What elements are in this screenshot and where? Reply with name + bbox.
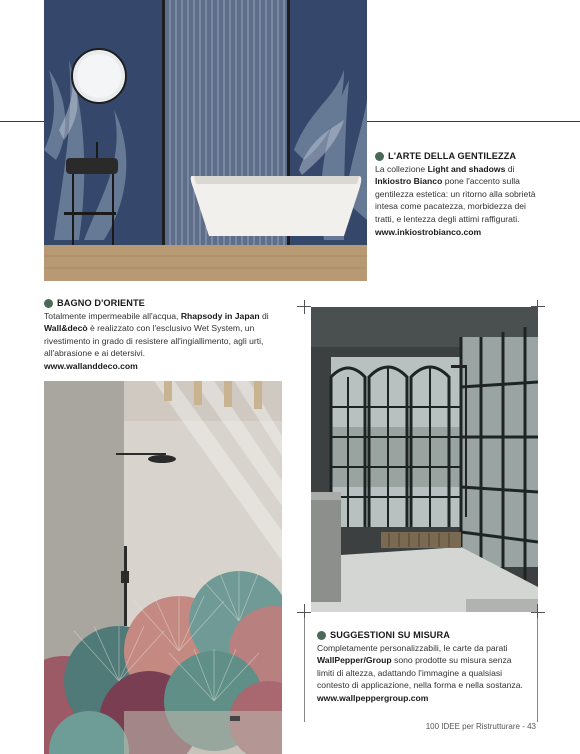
crop-mark bbox=[537, 604, 538, 618]
caption-body: Totalmente impermeabile all'acqua, Rhapsody in Japan di Wall&decò è realizzato con l'esclusivo Wet System, un rivestimento in grado di resistere all'ingiallimento, agli urti, all'abrasione e ai detersivi. bbox=[44, 310, 269, 359]
crop-mark bbox=[531, 306, 545, 307]
crop-mark bbox=[297, 612, 311, 613]
photo-wallpepper-shower bbox=[311, 307, 538, 612]
horizontal-rule-top bbox=[0, 121, 44, 122]
caption-title: L'ARTE DELLA GENTILEZZA bbox=[375, 150, 545, 163]
caption-arte-della-gentilezza bbox=[375, 150, 545, 238]
bullet-dot-icon bbox=[44, 299, 53, 308]
caption-suggestioni-su-misura bbox=[317, 629, 531, 705]
crop-mark bbox=[304, 604, 305, 618]
horizontal-rule-top-right bbox=[367, 121, 580, 122]
crop-mark bbox=[531, 612, 545, 613]
caption-title: BAGNO D'ORIENTE bbox=[44, 297, 282, 310]
caption-body: Completamente personalizzabili, le carte da parati WallPepper/Group sono prodotte su misura senza limiti di altezza, adattando l'immagine a qualsiasi contesto di applicazione, nella forma e nella sostanza. bbox=[317, 642, 523, 691]
vertical-rule bbox=[537, 618, 538, 722]
caption-bagno-d-oriente bbox=[44, 297, 282, 373]
photo-rhapsody-in-japan bbox=[44, 381, 282, 754]
page-folio: 100 IDEE per Ristrutturare - 43 bbox=[425, 722, 536, 731]
photo-light-and-shadows bbox=[44, 0, 367, 281]
crop-mark bbox=[537, 300, 538, 314]
caption-body: La collezione Light and shadows di Inkiostro Bianco pone l'accento sulla gentilezza estetica: un ritorno alla sobrietà intesa come pacatezza, morbidezza dei tratti, e lentezza degli attimi raffigurati. bbox=[375, 163, 536, 224]
caption-title: SUGGESTIONI SU MISURA bbox=[317, 629, 531, 642]
bullet-dot-icon bbox=[375, 152, 384, 161]
caption-url-link[interactable]: www.wallpeppergroup.com bbox=[317, 692, 429, 703]
bullet-dot-icon bbox=[317, 631, 326, 640]
vertical-rule bbox=[304, 618, 305, 722]
crop-mark bbox=[297, 306, 311, 307]
caption-url-link[interactable]: www.wallanddeco.com bbox=[44, 360, 138, 371]
crop-mark bbox=[304, 300, 305, 314]
caption-url-link[interactable]: www.inkiostrobianco.com bbox=[375, 226, 482, 237]
